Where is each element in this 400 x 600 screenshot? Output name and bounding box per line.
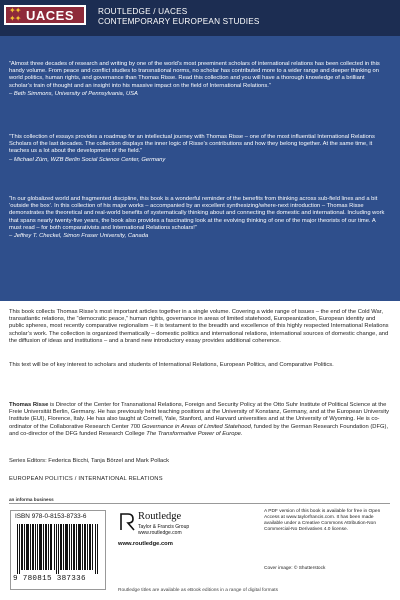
publisher-url[interactable]: www.routledge.com: [118, 541, 173, 547]
series-line-2: CONTEMPORARY EUROPEAN STUDIES: [98, 17, 260, 26]
ebook-note: Routledge titles are available as eBook editions in a range of digital formats: [118, 588, 278, 593]
informa-tagline: an informa business: [9, 497, 54, 502]
praise-quote: [9, 134, 385, 164]
quote-attribution: – Jeffrey T. Checkel, Simon Fraser University, Canada: [9, 233, 149, 240]
publisher-group: Taylor & Francis Group: [138, 524, 190, 530]
subject-category: EUROPEAN POLITICS / INTERNATIONAL RELATIONS: [9, 476, 163, 482]
publisher-sub-url: www.routledge.com: [138, 530, 182, 536]
bio-text: , funded by the German Research Foundation (DFG), and co-director of the DFG funded Research College: [9, 423, 389, 437]
author-name: Thomas Risse: [9, 402, 49, 408]
bio-text: .: [240, 430, 243, 437]
audience-note: This text will be of key interest to scholars and students of International Relations, European Politics, and Comparative Politics.: [9, 362, 334, 368]
open-access-note: A PDF version of this book is available for free in Open Access at www.taylorfrancis.com. It has been made available under a Creative Commons Attribution-Non Commercial-No Derivatives 4.0 license.: [264, 509, 381, 532]
barcode-icon: [17, 524, 99, 574]
praise-panel: [0, 36, 400, 301]
isbn-barcode: [10, 510, 106, 590]
author-bio: [9, 402, 389, 438]
praise-quote: [9, 196, 385, 240]
quote-text: “This collection of essays provides a roadmap for an intellectual journey with Thomas Risse – one of the most influential International Relations Scholars of the last decades. The collection displays the inner logic of Risse’s contributions and how they belong together. At the same time, it teaches us a lot about the development of the field.”: [9, 134, 375, 155]
book-description: This book collects Thomas Risse’s most important articles together in a single volume. Covering a wide range of issues – the end of the Cold War, transatlantic relations, the “democratic peace,” human rights, governance in areas of limited statehood, Europeanization, European identity and public spheres, most recently comparative regionalism – it is testament to the breadth and excellence of this highly respected International Relations scholar’s work. The collection is organized thematically – domestic politics and international relations, international sources of domestic change, and the diffusion of ideas and institutions – and a brand new introductory essay provides additional coherence.: [9, 309, 389, 344]
logo-text: UACES: [26, 8, 75, 23]
uaces-logo: [4, 5, 86, 25]
series-line-1: ROUTLEDGE / UACES: [98, 7, 188, 16]
isbn-digits: 9 780815 387336: [13, 575, 86, 583]
quote-text: “In our globalized world and fragmented discipline, this book is a wonderful reminder of the benefits from thinking across sub-field lines and a bit ‘outside the box’. In this collection of his major works – accompanied by an excellent synthesizing/where-next introduction – Thomas Risse demonstrates the theoretical and real-world benefits of systematically thinking about and connecting the domestic and international. Including work that spans nearly twenty-five years, the book also provides a fascinating look at the evolving thinking of one of the major theorists of our time. A must read – for both comparativists and International Relations scholars!”: [9, 196, 385, 231]
divider: [9, 503, 390, 504]
series-header: [0, 0, 400, 36]
cover-credit: Cover image: © Shutterstock: [264, 566, 326, 571]
star-ring-icon: ✦✦ ✦✦: [9, 6, 21, 23]
publisher-name: Routledge: [138, 511, 182, 522]
bio-italic: Governance in Areas of Limited Statehood: [141, 423, 251, 430]
bio-italic: The Transformative Power of Europe: [146, 430, 241, 437]
bio-text: is Director of the Center for Transnational Relations, Foreign and Security Policy at the Otto Suhr Institute of Political Science at the Freie Universität Berlin, Germany. He has previously held teaching positions at the University of Konstanz, Germany, and at the European University Institute (EUI), Florence, Italy. He has also taught at Cornell, Yale, Stanford, and Harvard universities and at the University of Wyoming. He is co-ordinator of the Collaborative Research Center 700: [9, 402, 389, 430]
praise-quote: [9, 61, 385, 98]
isbn-label: ISBN 978-0-8153-8733-6: [15, 513, 87, 520]
quote-attribution: – Beth Simmons, University of Pennsylvania, USA: [9, 90, 138, 97]
series-editors: Series Editors: Federica Bicchi, Tanja Börzel and Mark Pollack: [9, 458, 170, 464]
quote-text: “Almost three decades of research and writing by one of the world’s most preeminent scholars of international relations has been collected in this handy volume. From peace and conflict studies to transnational norms, no scholar has contributed more to a wider range and deeper thinking on world politics, human rights, and governance than Thomas Risse. Read this collection and you will have a thorough knowledge of a brilliant scholar’s train of thought and an insight into his massive impact on the field of International Relations.”: [9, 61, 380, 89]
routledge-logo-icon: [118, 512, 136, 532]
quote-attribution: – Michael Zürn, WZB Berlin Social Science Center, Germany: [9, 156, 166, 163]
